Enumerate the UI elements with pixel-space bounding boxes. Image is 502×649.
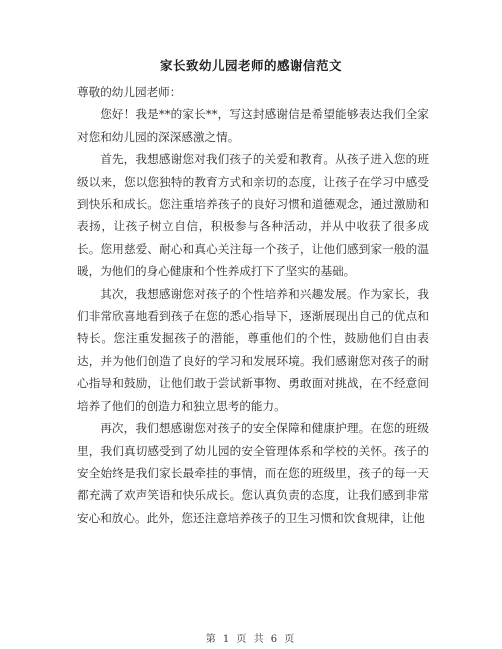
paragraph-personality-and-interests: 其次，我想感谢您对孩子的个性培养和兴趣发展。作为家长，我们非常欣喜地看到孩子在您的悉心指导下，逐渐展现出自己的优点和特长。您注重发掘孩子的潜能，尊重他们的个性，鼓励他们自由表达，并为他们创造了良好的学习和发展环境。我们感谢您对孩子的耐心指导和鼓励，让他们敢于尝试新事物、勇敢面对挑战，在不经意间培养了他们的创造力和独立思考的能力。 <box>77 286 429 413</box>
salutation: 尊敬的幼儿园老师： <box>77 85 182 99</box>
document-title: 家长致幼儿园老师的感谢信范文 <box>159 58 342 73</box>
page-number-footer: 第 1 页 共 6 页 <box>205 634 297 645</box>
paragraph-safety-and-health: 再次，我们想感谢您对孩子的安全保障和健康护理。在您的班级里，我们真切感受到了幼儿园的安全管理体系和学校的关怀。孩子的安全始终是我们家长最牵挂的事情，而在您的班级里，孩子的每一天都充满了欢声笑语和快乐成长。您认真负责的态度，让我们感到非常安心和放心。此外，您还注意培养孩子的卫生习惯和饮食规律，让他 <box>77 421 429 525</box>
paragraph-greeting: 您好！我是**的家长**，写这封感谢信是希望能够表达我们全家对您和幼儿园的深深感激之情。 <box>77 107 429 144</box>
document-body <box>77 81 429 529</box>
paragraph-care-and-education: 首先，我想感谢您对我们孩子的关爱和教育。从孩子进入您的班级以来，您以您独特的教育方式和亲切的态度，让孩子在学习中感受到快乐和成长。您注重培养孩子的良好习惯和道德观念，通过激励和表扬，让孩子树立自信，积极参与各种活动，并从中收获了很多成长。您用慈爱、耐心和真心关注每一个孩子，让他们感到家一般的温暖，为他们的身心健康和个性养成打下了坚实的基础。 <box>77 152 429 279</box>
